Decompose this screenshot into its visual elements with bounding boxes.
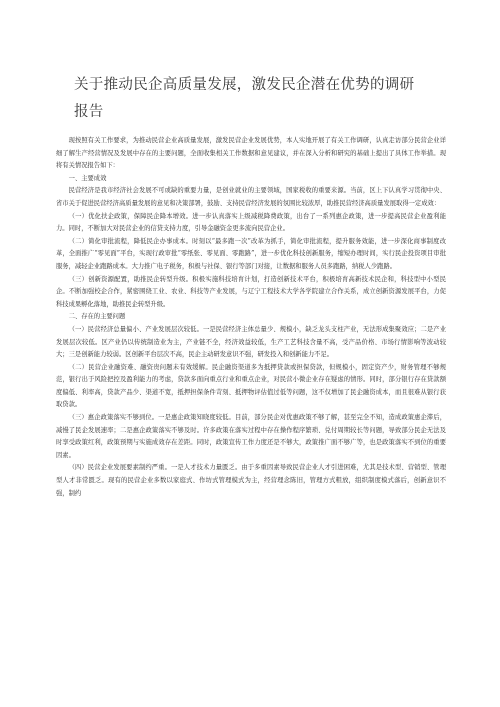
title-line-1: 关于推动民企高质量发展，激发民企潜在优势的调研 [74,77,415,93]
paragraph: （二）民营企业融资难、融资贵问题未有效缓解。民企融资渠道多为抵押贷款或担保贷款，但规模小，固定资产少，财务管理不够规范，银行出于风险把控及盈利能力的考虑，贷款多面向重点行业和重点企业，对民营小微企业存在疑虑的情形。同时，部分银行存在贷款额度偏低、利率高，贷款产品少、渠道不宽，抵押担保条件苛刻、抵押物评估值过低等问题，这不仅增加了民企融资成本，而且很难从银行获取贷款。 [56,363,446,409]
paragraph: （二）简化审批流程，降低民企办事成本。时刻以“最多跑一次”改革为抓手，简化审批流程，提升服务效能，进一步深化商事制度改革，全面推广“零见面”平台，实现行政审批“零纸张、零见面、零跑路”，进一步优化科技创新服务，缩短办理时间，实行民企投资项目审批服务，减轻企业跑路成本。大力推广电子税务，积极与社保、银行等部门对接，让数据和服务人员多跑路，纳税人少跑路。 [56,237,446,270]
section-heading-results: 一、主要成效 [68,174,107,182]
document-title [74,72,446,126]
paragraph: 民营经济是我市经济社会发展不可或缺的重要力量，是创业就业的主要领域，国家税收的重要来源。当前，区上下认真学习贯彻中央、省市关于促进民营经济高质量发展的意见和决策部署，鼓励、支持民营经济发展的氛围比较浓厚，助推民营经济高质量发展取得一定成效： [56,187,446,207]
paragraph: （四）民营企业发展要素制约严重。一是人才技术力量匮乏。由于多重因素导致民营企业人才引进困难，尤其是技术型、营销型、管理型人才非常匮乏。现有的民营企业多数以家庭式、作坊式管理模式为主，经营理念陈旧，管理方式粗放，组织制度模式落后，创新意识不强，制约 [56,464,446,497]
title-line-2: 报告 [74,104,104,120]
section-heading-problems: 二、存在的主要问题 [68,313,126,321]
paragraph: （三）创新资源配置，助推民企转型升级。积极实施科技培育计划，打造创新技术平台，积极培育高新技术民企和，科技型中小型民企。不断加强校企合作，紧密围绕工业、农业、科技等产业发展，与辽宁工程技术大学各学院建立合作关系，成立创新资源发展平台，力促科技成果孵化落地，助推民企转型升级。 [56,275,446,308]
intro-paragraph: 现按照有关工作要求，为推动民营企业高质量发展，激发民营企业发展优势，本人实地开展了有关工作调研，认真走访部分民营企业详细了解生产经营情况及发展中存在的主要问题，全面收集相关工作数据和意见建议，并在深入分析和研究的基础上提出了具体工作举措。现将有关情况报告如下： [56,137,446,170]
paragraph: （一）优化扶企政策，保障民企降本增效。进一步认真落实上级减税降费政策，出台了一系列惠企政策，进一步提高民营企业盈利能力。同时，不断加大对民营企业的信贷支持力度，引导金融资金更多流向民营企业。 [56,212,446,233]
paragraph: （一）民营经济总量偏小、产业发展层次较低。一是民营经济主体总量少、规模小，缺乏龙头支柱产业，无法形成集聚效应；二是产业发展层次较低。区产业仍以传统制造业为主，产业链不全，经济效益较低，生产工艺科技含量不高，受产品价格、市场行情影响等波动较大；三是创新能力较弱。区创新平台层次不高，民企主动研发意识不强，研发投入和创新能力不足。 [56,325,446,359]
paragraph: （三）惠企政策落实不够到位。一是惠企政策知晓度较低。目前，部分民企对优惠政策不够了解，甚至完全不知，造成政策惠企滞后，减慢了民企发展速率；二是惠企政策落实不够及时。许多政策在落实过程中存在操作程序繁琐、兑付周期较长等问题，导致部分民企无法及时享受政策红利，政策预期与实施成效存在差距。同时，政策宣传工作力度还是不够大，政策推广面不够广等，也是政策落实不到位的重要因素。 [56,414,446,459]
